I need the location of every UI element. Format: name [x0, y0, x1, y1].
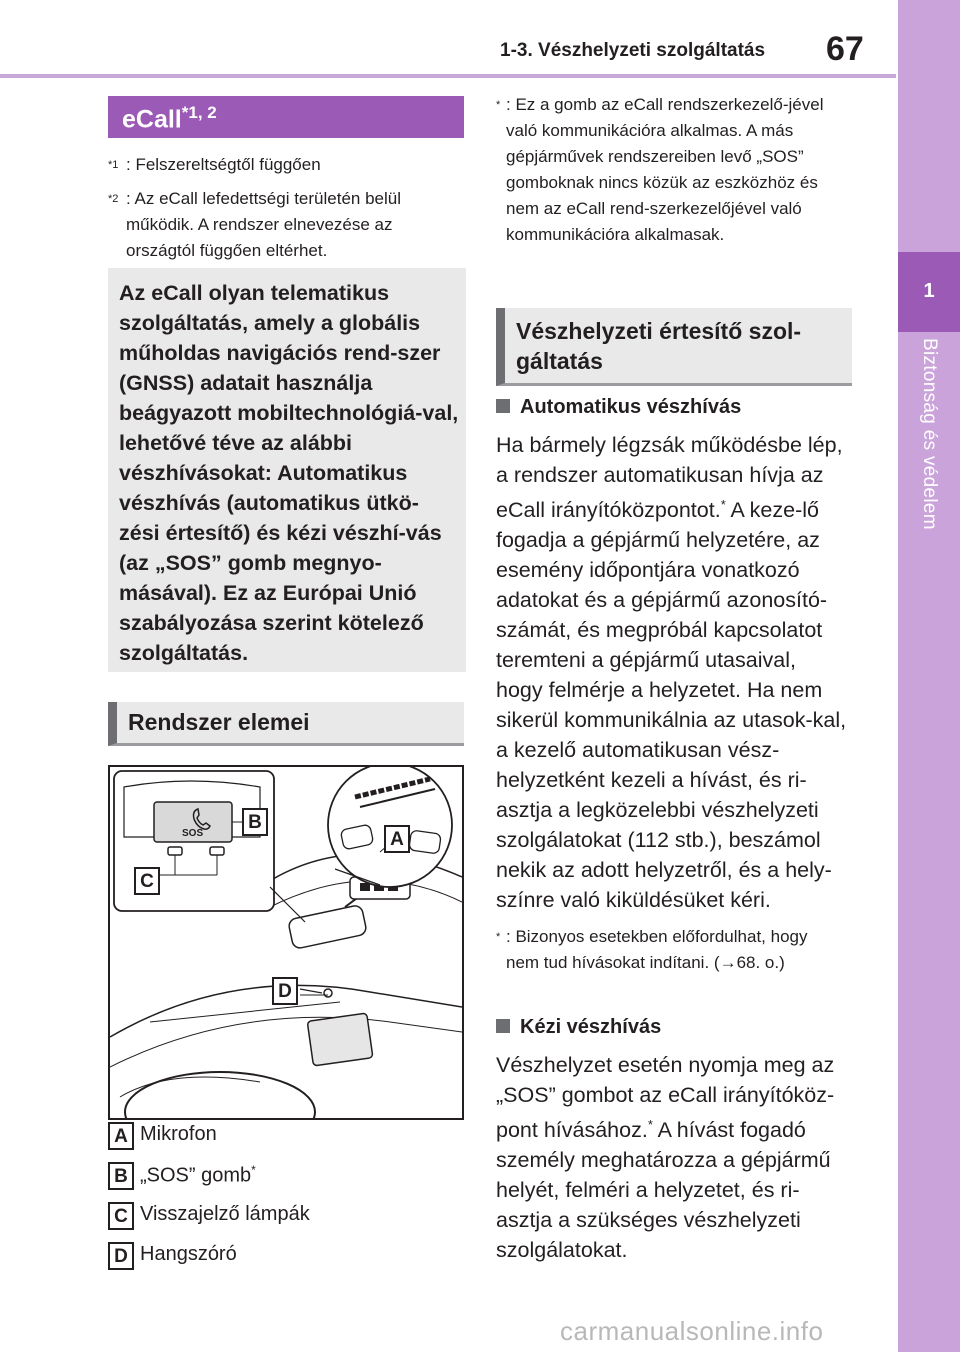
- system-figure: [108, 765, 464, 1120]
- notification-title-line1: Vészhelyzeti értesítő szol-: [516, 318, 802, 344]
- legend-letter: C: [108, 1202, 134, 1230]
- legend-label: Visszajelző lámpák: [140, 1203, 310, 1225]
- chapter-number: 1: [923, 280, 935, 302]
- ecall-section-header: [108, 96, 464, 138]
- legend-letter: D: [108, 1242, 134, 1270]
- page-number: 67: [826, 30, 864, 68]
- auto-call-sup: *: [720, 497, 726, 512]
- figure-callout-c: C: [134, 867, 160, 895]
- system-components-header: [108, 702, 464, 746]
- dashboard-illustration: [110, 767, 462, 1118]
- notification-title-line2: gáltatás: [516, 348, 603, 374]
- sos-button-note: [496, 92, 852, 282]
- note-text: : Ez a gomb az eCall rendszerkezelő-jével való kommunikációra alkalmas. A más gépjárművek rendszereiben levő „SOS” gomboknak nincs közük az eszközhöz és nem az eCall rend-szerkezelőjével való kommunikációra alkalmasak.: [506, 95, 824, 244]
- manual-call-text-a: Vészhelyzet esetén nyomja meg az „SOS” gombot az eCall irányítóköz-pont hívásához.: [496, 1053, 835, 1143]
- note-marker: *: [496, 99, 501, 111]
- footnote-1: [108, 152, 464, 178]
- figure-callout-d: D: [272, 977, 298, 1005]
- footnote-text: : Az eCall lefedettségi területén belül működik. A rendszer elnevezése az országtól függően eltérhet.: [126, 189, 402, 260]
- footnote-2: [108, 186, 464, 266]
- legend-label: Mikrofon: [140, 1123, 217, 1145]
- figure-callout-b: B: [242, 808, 268, 836]
- header-rule: [0, 74, 896, 78]
- section-title: 1-3. Vészhelyzeti szolgáltatás: [500, 40, 766, 61]
- manual-call-sup: *: [647, 1117, 653, 1132]
- chapter-side-tab: [898, 0, 960, 1352]
- auto-call-heading: [496, 396, 741, 419]
- summary-text: Az eCall olyan telematikus szolgáltatás, amely a globális műholdas navigációs rend-szer (GNSS) adatait használja beágyazott mobiltechnológiá-val, lehetővé téve az alábbi vészhívásokat: Automatikus vészhívás (automatikus ütkö-zési értesítő) és kézi vészhí-vás (az „SOS” gomb megnyo-másával). Ez az Európai Unió szabályozása szerint kötelező szolgáltatás.: [119, 281, 459, 665]
- auto-call-footnote: [496, 924, 852, 1004]
- auto-call-body: [496, 430, 848, 920]
- manual-call-heading: [496, 1016, 661, 1039]
- system-components-title: Rendszer elemei: [128, 709, 310, 735]
- bullet-square-icon: [496, 1019, 510, 1033]
- legend-letter: A: [108, 1122, 134, 1150]
- legend-label: „SOS” gomb: [140, 1164, 252, 1187]
- svg-text:SOS: SOS: [182, 828, 204, 839]
- chapter-title: Biztonság és védelem: [919, 338, 940, 530]
- manual-call-body: [496, 1050, 848, 1270]
- watermark: carmanualsonline.info: [560, 1316, 824, 1346]
- bullet-square-icon: [496, 399, 510, 413]
- figure-callout-a: A: [384, 825, 410, 853]
- notification-service-header: [496, 308, 852, 386]
- legend-item: [108, 1162, 438, 1194]
- ecall-title: eCall: [122, 105, 182, 134]
- legend-label: Hangszóró: [140, 1243, 237, 1265]
- manual-call-heading-text: Kézi vészhívás: [520, 1016, 662, 1038]
- footnote-marker: *2: [108, 193, 119, 205]
- auto-call-text-a: Ha bármely légzsák működésbe lép, a rendszer automatikusan hívja az eCall irányítóközpontot.: [496, 433, 843, 523]
- footnote-marker: *1: [108, 159, 119, 171]
- legend-sup: *: [251, 1163, 256, 1177]
- summary-box: [108, 268, 466, 672]
- footnote-text: : Felszereltségtől függően: [126, 155, 321, 174]
- legend-item: [108, 1242, 438, 1274]
- footnote-text: : Bizonyos esetekben előfordulhat, hogy nem tud hívásokat indítani. (→68. o.): [506, 927, 808, 972]
- legend-item: [108, 1122, 438, 1154]
- ecall-superscript: *1, 2: [181, 103, 217, 122]
- legend-letter: B: [108, 1162, 134, 1190]
- auto-call-text-b: A keze-lő fogadja a gépjármű helyzetére, az esemény időpontjára vonatkozó adatokat és a gépjármű azonosító-számát, és megpróbál kapcsolatot teremteni a gépjármű utasaival, hogy felmérje a helyzetet. Ha nem sikerül kommunikálnia az utasok-kal, a kezelő automatikusan vész-helyzetként kezeli a hívást, és ri-asztja a legközelebbi vészhelyzeti szolgálatokat (112 stb.), beszámol nekik az adott helyzetről, és a hely-színre való kiküldésüket kéri.: [496, 498, 847, 913]
- legend-item: [108, 1202, 438, 1234]
- manual-call-text-b: A hívást fogadó személy meghatározza a gépjármű helyét, felméri a helyzetet, és ri-asztja a szükséges vészhelyzeti szolgálatokat.: [496, 1118, 831, 1263]
- footnote-marker: *: [496, 931, 501, 943]
- auto-call-heading-text: Automatikus vészhívás: [520, 396, 742, 418]
